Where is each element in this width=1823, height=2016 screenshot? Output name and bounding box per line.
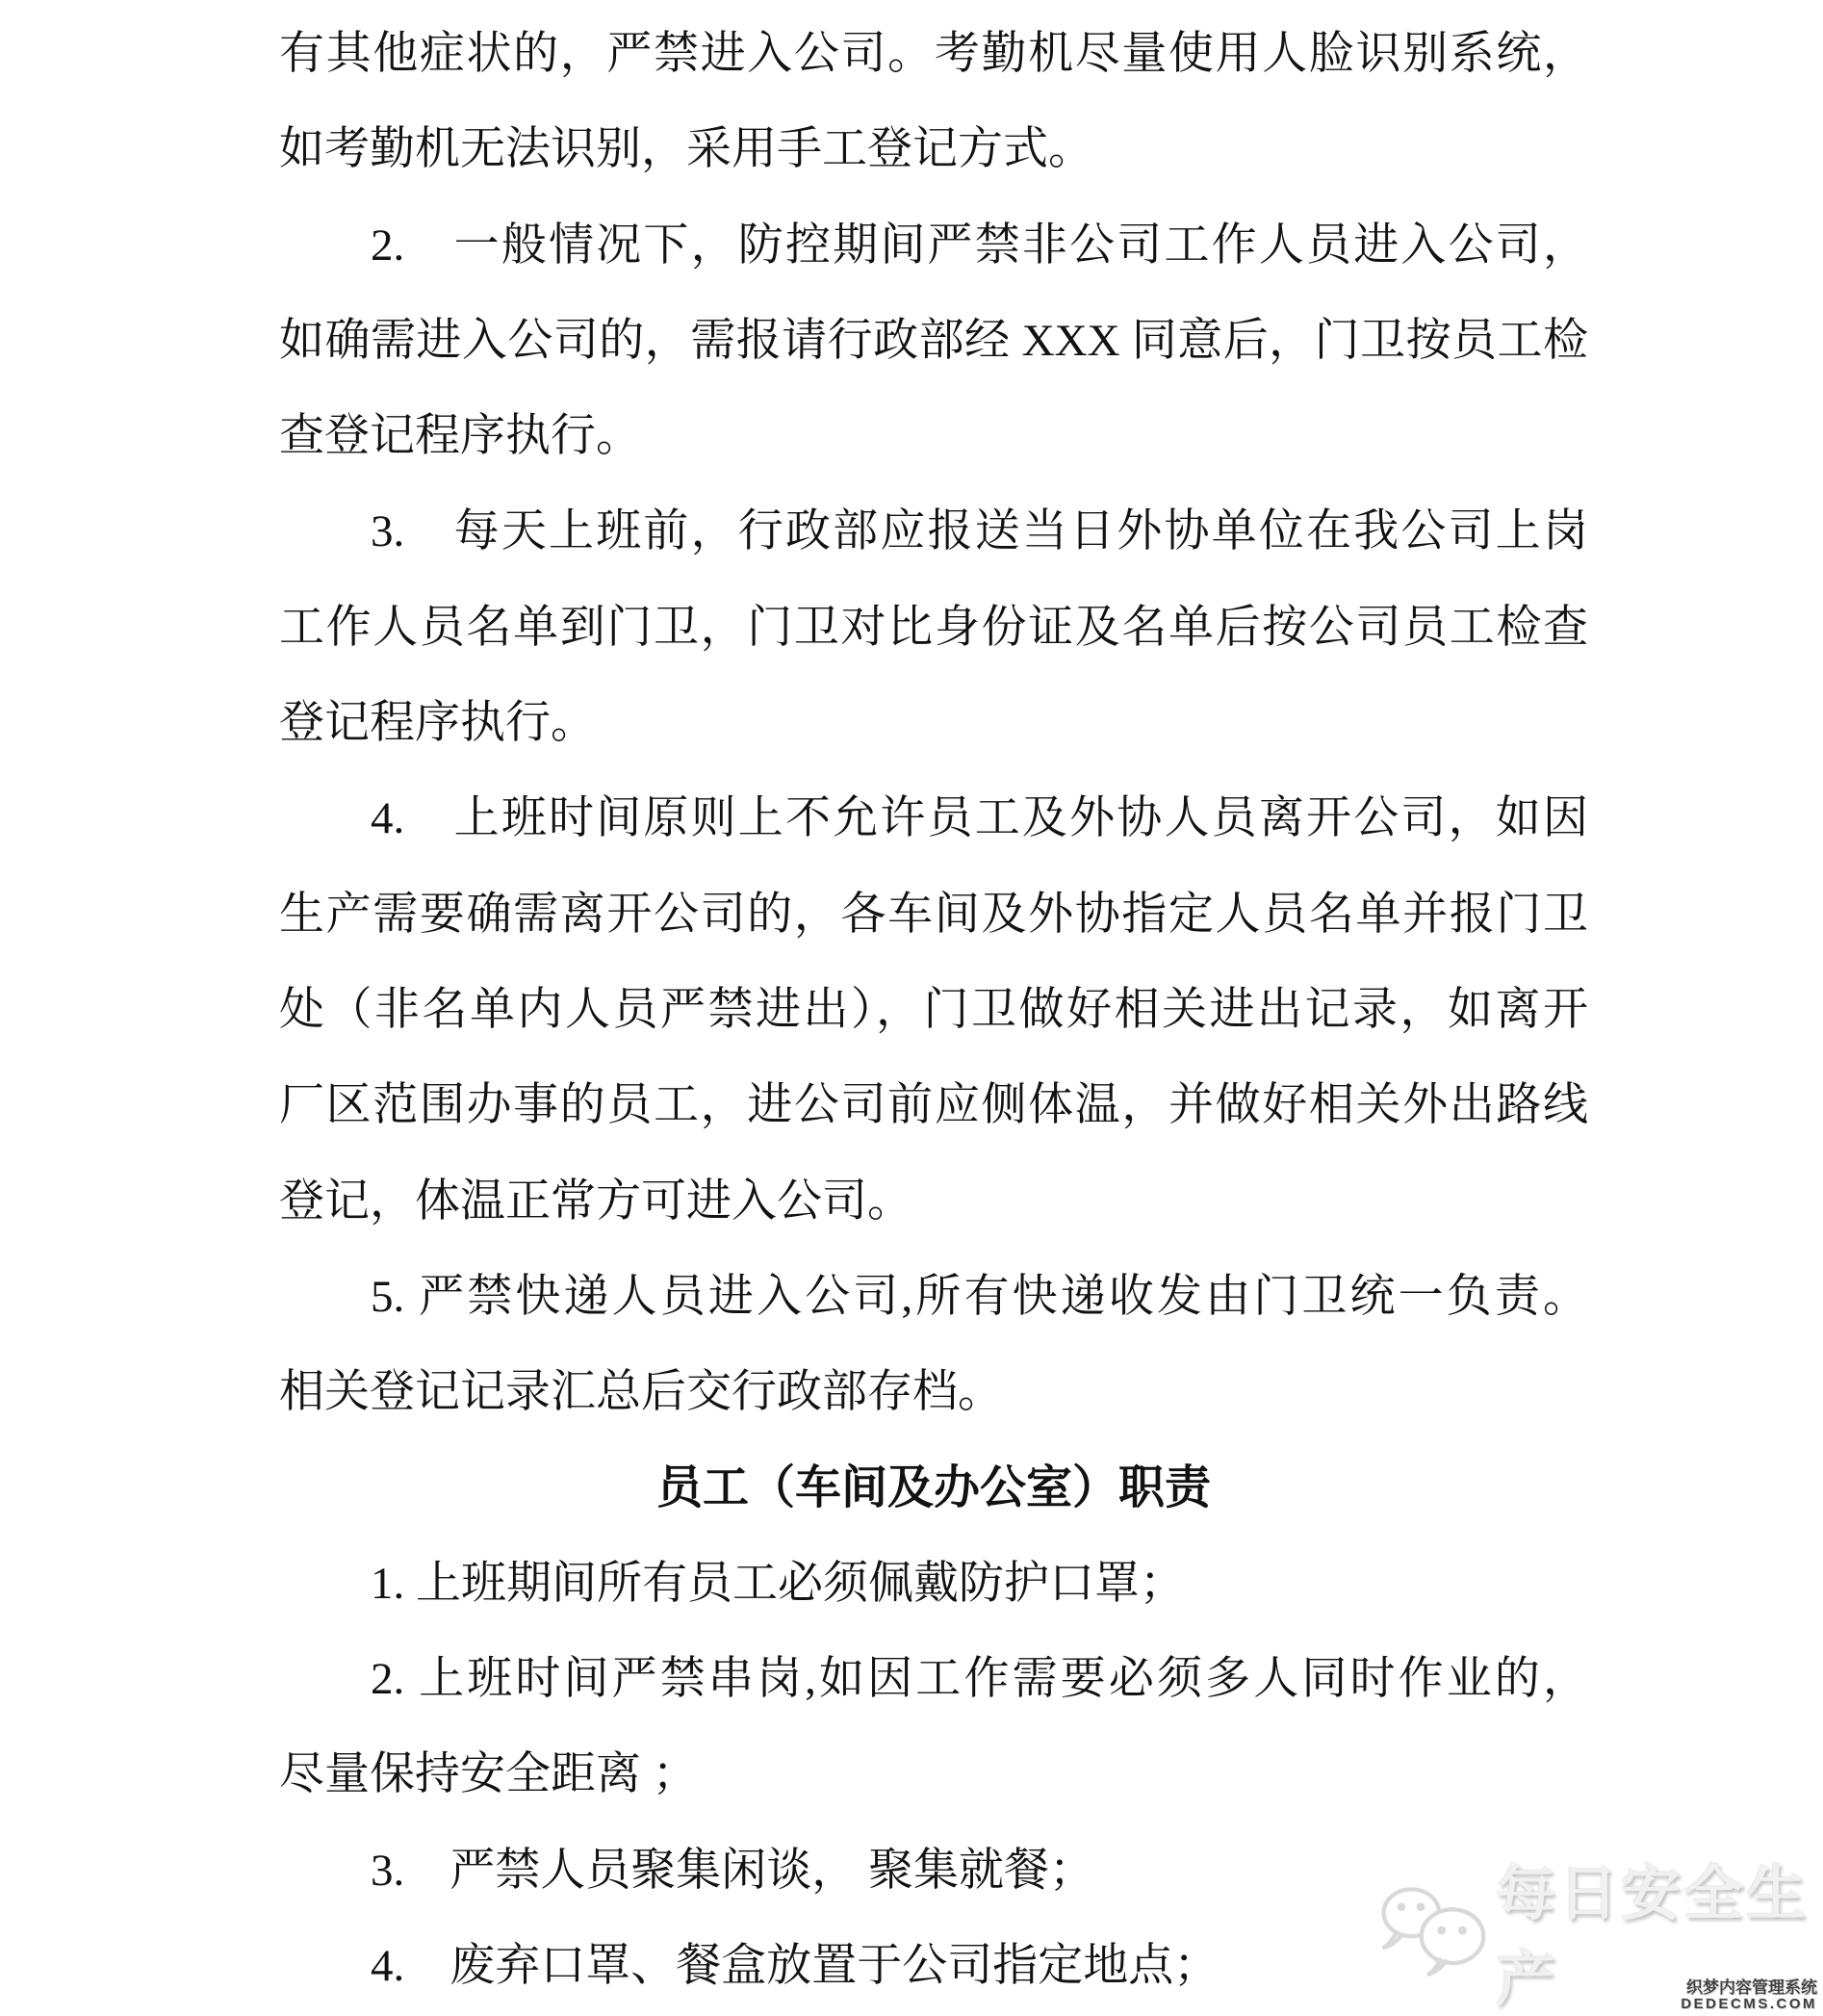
document-line: 查登记程序执行。 [279,411,641,462]
document-line: 3. 严禁人员聚集闲谈， 聚集就餐； [371,1845,1094,1896]
document-line: 2. 一般情况下，防控期间严禁非公司工作人员进入公司， [371,220,1588,271]
document-line: 工作人员名单到门卫，门卫对比身份证及名单后按公司员工检查 [279,602,1588,653]
cms-name: 织梦内容管理系统 [1686,1978,1817,1997]
document-body [279,7,1588,2014]
section-heading: 员工（车间及办公室）职责 [655,1462,1211,1514]
watermark-label: 每日安全生产 [1496,1860,1810,2013]
document-line: 5. 严禁快递人员进入公司,所有快递收发由门卫统一负责。 [371,1271,1588,1322]
document-line: 2. 上班时间严禁串岗,如因工作需要必须多人同时作业的， [371,1654,1588,1705]
document-line: 如确需进入公司的，需报请行政部经 XXX 同意后，门卫按员工检 [279,315,1588,366]
document-line: 尽量保持安全距离 ； [279,1749,698,1800]
document-line: 有其他症状的，严禁进入公司。考勤机尽量使用人脸识别系统， [279,29,1588,79]
document-line: 登记，体温正常方可进入公司。 [279,1176,912,1227]
document-line: 相关登记记录汇总后交行政部存档。 [279,1367,1003,1418]
document-line: 厂区范围办事的员工，进公司前应侧体温，并做好相关外出路线 [279,1080,1588,1131]
document-line: 处（非名单内人员严禁进出），门卫做好相关进出记录，如离开 [279,984,1588,1035]
cms-domain: DEDECMS.COM [1681,1996,1817,2012]
cms-watermark [1681,1978,1817,2012]
document-line: 4. 废弃口罩、餐盒放置于公司指定地点； [371,1940,1220,1991]
document-line: 生产需要确需离开公司的，各车间及外协指定人员名单并报门卫 [279,889,1588,940]
document-line: 4. 上班时间原则上不允许员工及外协人员离开公司，如因 [371,793,1588,844]
document-line: 登记程序执行。 [279,698,596,749]
document-line: 1. 上班期间所有员工必须佩戴防护口罩； [371,1558,1185,1609]
document-line: 3. 每天上班前，行政部应报送当日外协单位在我公司上岗 [371,506,1588,557]
document-line: 如考勤机无法识别，采用手工登记方式。 [279,124,1093,175]
